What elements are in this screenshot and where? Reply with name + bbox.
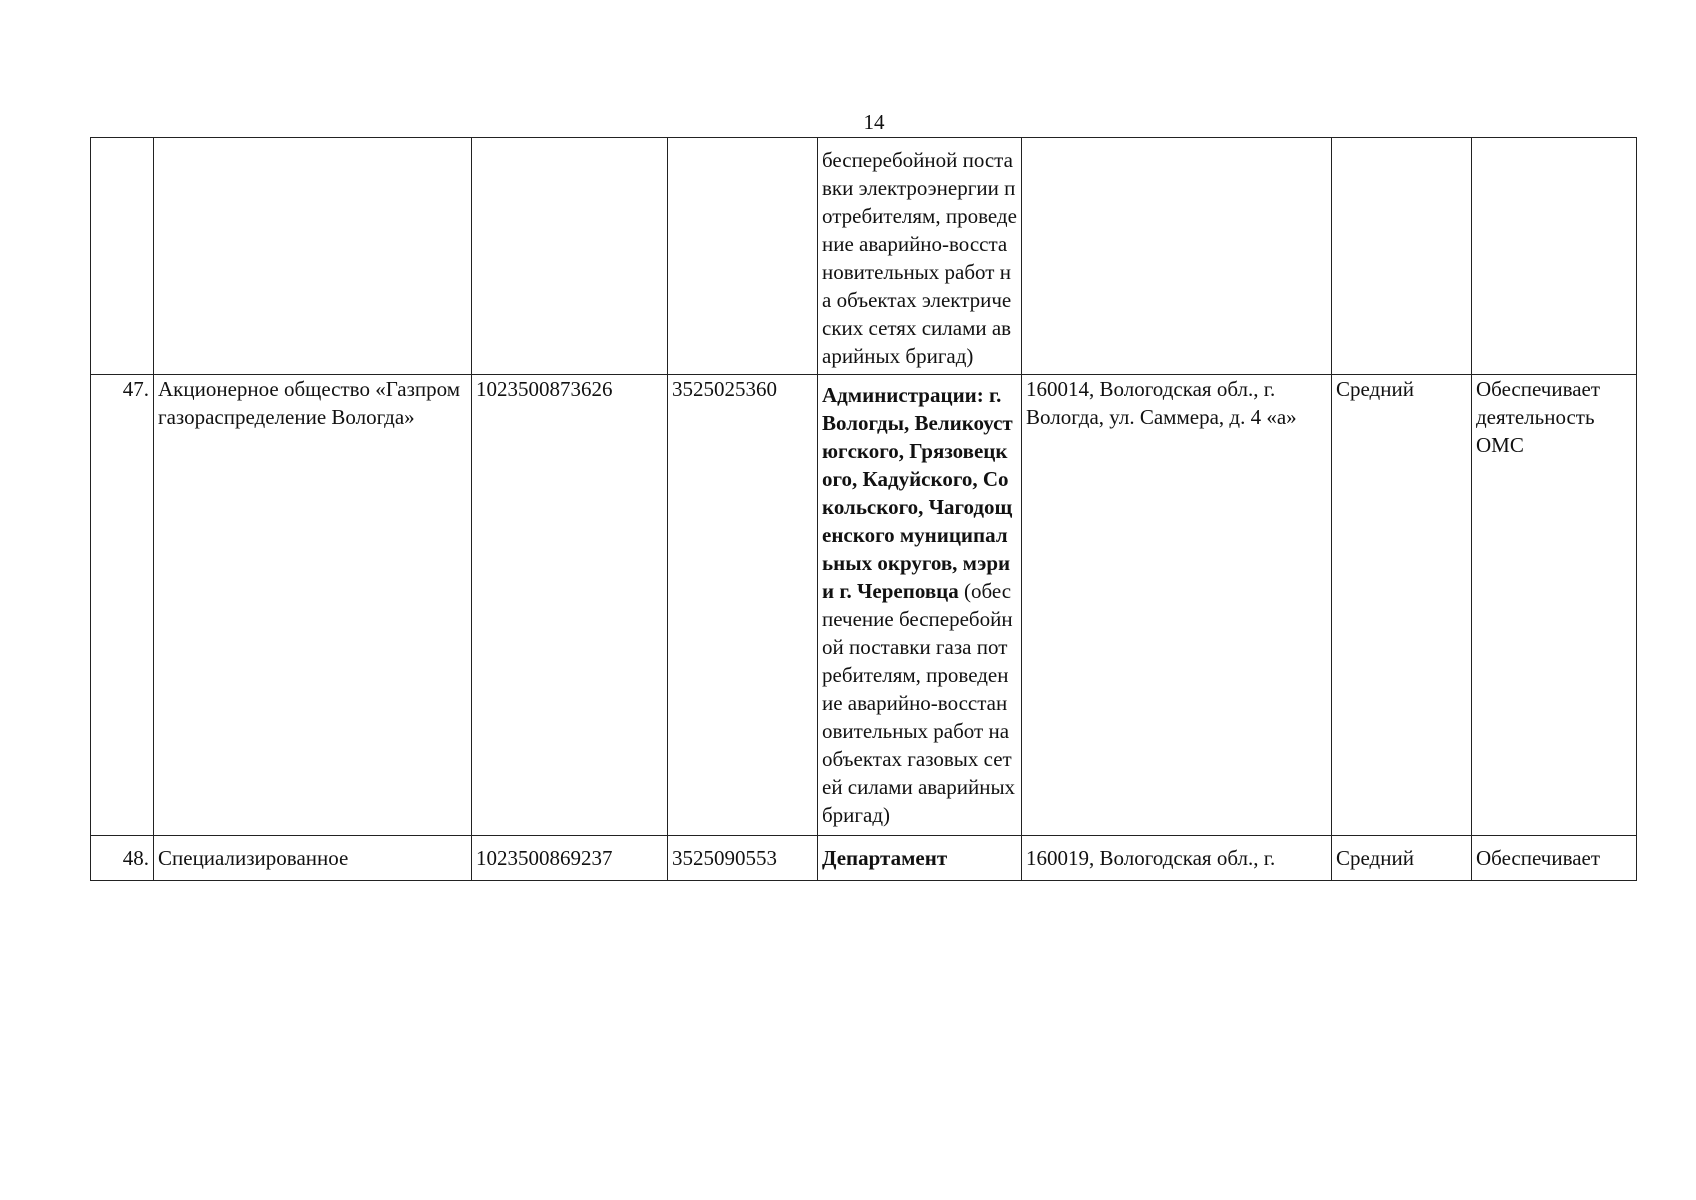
- cell-ogrn: 1023500873626: [472, 375, 668, 836]
- cell-purpose: [818, 836, 1022, 881]
- cell-risk: Средний: [1332, 836, 1472, 881]
- cell-function: [1472, 138, 1637, 375]
- cell-ogrn: [472, 138, 668, 375]
- cell-purpose: [818, 138, 1022, 375]
- purpose-text: (обеспечение бесперебойной поставки газа потребителям, проведение аварийно-восстановительных работ на объектах газовых сетей силами аварийных бригад): [822, 579, 1016, 827]
- cell-inn: 3525025360: [668, 375, 818, 836]
- cell-org: [154, 138, 472, 375]
- cell-inn: 3525090553: [668, 836, 818, 881]
- purpose-authorities: Департамент: [822, 846, 948, 870]
- purpose-authorities: Администрации: г. Вологды, Великоустюгского, Грязовецкого, Кадуйского, Сокольского, Чагодощенского муниципальных округов, мэрии г. Череповца: [822, 383, 1013, 603]
- cell-purpose: [818, 375, 1022, 836]
- cell-function: Обеспечивает: [1472, 836, 1637, 881]
- cell-num: 47.: [91, 375, 154, 836]
- cell-org: Акционерное общество «Газпром газораспределение Вологда»: [154, 375, 472, 836]
- registry-table: [90, 137, 1637, 881]
- cell-ogrn: 1023500869237: [472, 836, 668, 881]
- function-text: Обеспечивает деятельность ОМС: [1476, 377, 1601, 457]
- cell-inn: [668, 138, 818, 375]
- cell-org: Специализированное: [154, 836, 472, 881]
- cell-risk: [1332, 138, 1472, 375]
- cell-num: 48.: [91, 836, 154, 881]
- cell-num: [91, 138, 154, 375]
- cell-risk: Средний: [1332, 375, 1472, 836]
- table-row-47: [91, 375, 1637, 836]
- table-row-continuation: [91, 138, 1637, 375]
- purpose-text: бесперебойной поставки электроэнергии потребителям, проведение аварийно-восстановительных работ на объектах электрических сетях силами аварийных бригад): [822, 148, 1017, 368]
- cell-function: [1472, 375, 1637, 836]
- cell-address: [1022, 138, 1332, 375]
- cell-address: 160014, Вологодская обл., г. Вологда, ул. Саммера, д. 4 «а»: [1022, 375, 1332, 836]
- cell-address: 160019, Вологодская обл., г.: [1022, 836, 1332, 881]
- page-number: 14: [863, 110, 885, 134]
- table-row-48: [91, 836, 1637, 881]
